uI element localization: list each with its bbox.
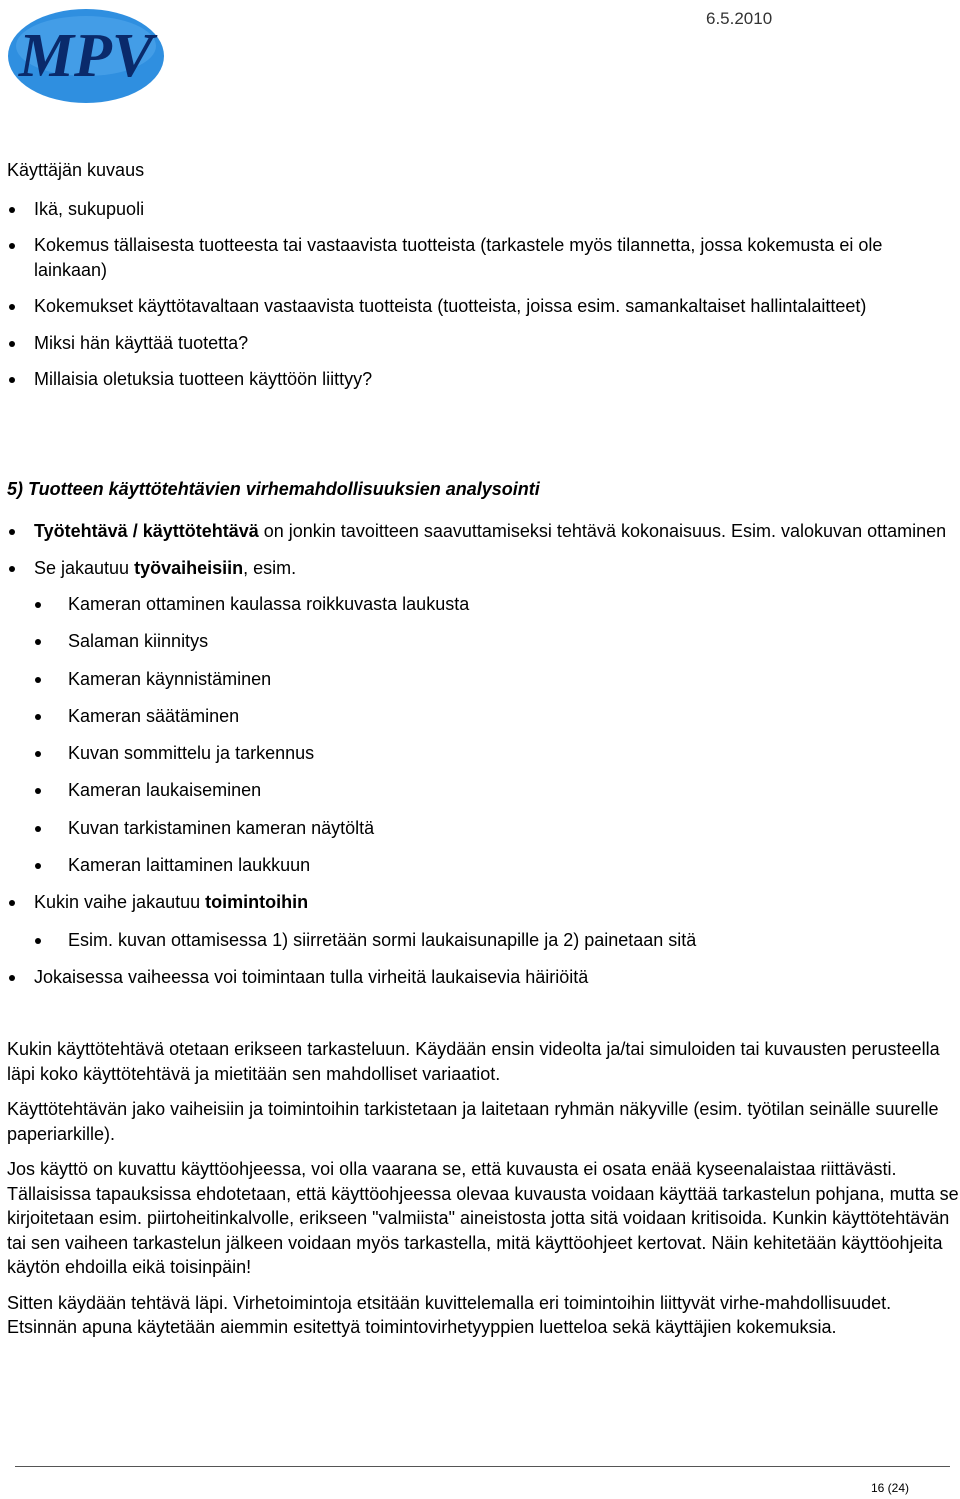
bullet-icon — [9, 377, 15, 383]
list-item: Miksi hän käyttää tuotetta? — [7, 331, 959, 356]
page-number: 16 (24) — [871, 1481, 910, 1495]
bullet-icon — [9, 207, 15, 213]
paragraph: Sitten käydään tehtävä läpi. Virhetoimintoja etsitään kuvittelemalla eri toimintoihin liittyvät virhe-mahdollisuudet. Etsinnän apuna käytetään aiemmin esitettyä toimintovirhetyyppien luetteloa sekä käyttäjien kokemuksia. — [7, 1292, 892, 1338]
bullet-icon — [35, 751, 41, 757]
footer-divider — [15, 1466, 950, 1467]
sub-list-item: Kameran käynnistäminen — [7, 667, 959, 692]
list-item: Ikä, sukupuoli — [7, 197, 959, 222]
bullet-icon — [35, 677, 41, 683]
bullet-icon — [35, 826, 41, 832]
list-item: Työtehtävä / käyttötehtävä on jonkin tavoitteen saavuttamiseksi tehtävä kokonaisuus. Esim. valokuvan ottaminen — [7, 519, 959, 544]
bullet-icon — [35, 602, 41, 608]
document-body — [7, 158, 959, 1340]
bullet-icon — [9, 341, 15, 347]
bullet-icon — [35, 639, 41, 645]
bullet-icon — [35, 863, 41, 869]
bullet-icon — [9, 243, 15, 249]
sub-list-item: Kuvan sommittelu ja tarkennus — [7, 741, 959, 766]
list-item: Kokemukset käyttötavaltaan vastaavista tuotteista (tuotteista, joissa esim. samankaltaiset hallintalaitteet) — [7, 294, 959, 319]
list-item: Jokaisessa vaiheessa voi toimintaan tulla virheitä laukaisevia häiriöitä — [7, 965, 959, 990]
list-item: Kokemus tällaisesta tuotteesta tai vastaavista tuotteista (tarkastele myös tilannetta, jossa kokemusta ei ole lainkaan) — [7, 233, 959, 282]
sub-list-item: Kameran säätäminen — [7, 704, 959, 729]
bullet-icon — [35, 938, 41, 944]
paragraph: Jos käyttö on kuvattu käyttöohjeessa, voi olla vaarana se, että kuvausta ei osata enää kyseenalaistaa riittävästi. Tällaisissa tapauksissa ehdotetaan, että käyttöohjeessa olevaa kuvausta voidaan käyttää tarkastelun pohjana, mutta se kirjoitetaan esim. piirtoheitinkalvolle, erikseen "valmiista" aineistosta jotta sitä voidaan kritisoida. Kunkin käyttötehtävän tai sen vaiheen tarkastelun jälkeen voidaan myös tarkastella, mitä käyttöohjeet kertovat. Näin kehitetään käyttöohjeita käytön ehdoilla eikä toisinpäin! — [7, 1159, 959, 1278]
list-item: Millaisia oletuksia tuotteen käyttöön liittyy? — [7, 367, 959, 392]
sub-list-item: Salaman kiinnitys — [7, 629, 959, 654]
sub-list-item: Kameran ottaminen kaulassa roikkuvasta laukusta — [7, 592, 959, 617]
bullet-icon — [9, 975, 15, 981]
bullet-icon — [35, 714, 41, 720]
sub-list-item: Kameran laukaiseminen — [7, 778, 959, 803]
list-item: Se jakautuu työvaiheisiin, esim. — [7, 556, 959, 581]
bullet-icon — [35, 788, 41, 794]
sub-list-item: Kameran laittaminen laukkuun — [7, 853, 959, 878]
paragraph: Kukin käyttötehtävä otetaan erikseen tarkasteluun. Käydään ensin videolta ja/tai simuloiden tai kuvausten perusteella läpi koko käyttötehtävä ja mietitään sen mahdolliset variaatiot. — [7, 1039, 940, 1084]
mpv-logo — [6, 6, 166, 106]
bullet-icon — [9, 529, 15, 535]
section-heading: 5) Tuotteen käyttötehtävien virhemahdollisuuksien analysointi — [7, 478, 540, 499]
bullet-icon — [9, 304, 15, 310]
logo-text: MPV — [18, 22, 154, 90]
document-date: 6.5.2010 — [706, 9, 773, 28]
sub-list-item: Kuvan tarkistaminen kameran näytöltä — [7, 816, 959, 841]
bullet-icon — [9, 900, 15, 906]
bullet-icon — [9, 566, 15, 572]
sub-list-item: Esim. kuvan ottamisessa 1) siirretään sormi laukaisunapille ja 2) painetaan sitä — [7, 928, 959, 953]
user-description-list — [7, 197, 959, 392]
list-item: Kukin vaihe jakautuu toimintoihin — [7, 890, 959, 915]
user-description-title: Käyttäjän kuvaus — [7, 160, 145, 180]
task-analysis-list — [7, 519, 959, 989]
paragraph: Käyttötehtävän jako vaiheisiin ja toimintoihin tarkistetaan ja laitetaan ryhmän näkyville (esim. työtilan seinälle suurelle paperiarkille). — [7, 1099, 939, 1144]
